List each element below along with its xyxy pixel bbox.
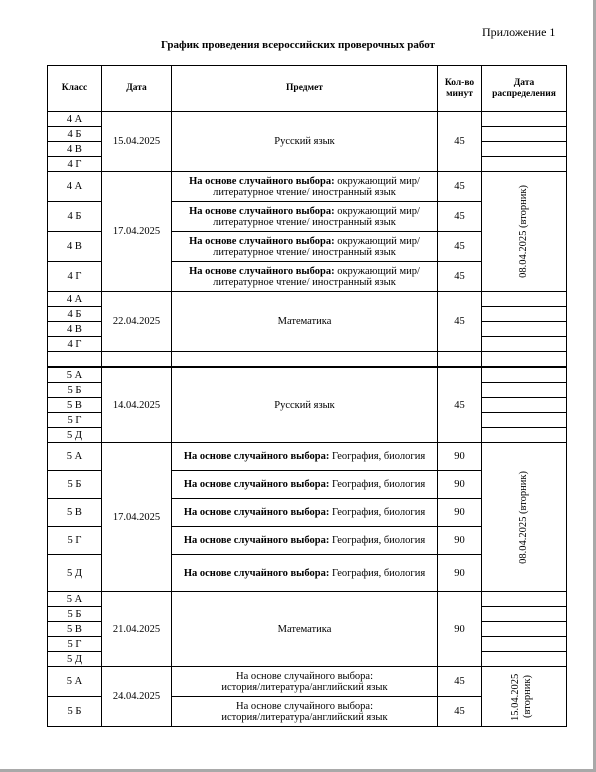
distribution-date-text: 08.04.2025 (вторник) [518,185,529,278]
table-row [48,368,567,383]
class-cell: 5 Г [48,637,102,652]
class-cell: 4 А [48,172,102,202]
subject-text: окружающий мир/литературное чтение/ иностранный язык [213,235,420,258]
class-cell: 4 В [48,142,102,157]
date-cell: 24.04.2025 [102,667,172,727]
subject-text: окружающий мир/литературное чтение/ иностранный язык [213,175,420,198]
class-cell: 4 Г [48,157,102,172]
header-minutes: Кол-во минут [438,66,482,112]
distribution-cell [482,398,567,413]
header-date: Дата [102,66,172,112]
class-cell: 5 Б [48,607,102,622]
distribution-cell [482,157,567,172]
table-row [48,112,567,127]
distribution-cell [482,112,567,127]
subject-text: География, биология [331,507,426,518]
class-cell: 5 Б [48,383,102,398]
distribution-cell [482,428,567,443]
minutes-cell: 45 [438,697,482,727]
minutes-cell: 45 [438,667,482,697]
schedule-table [47,65,567,727]
distribution-date-cell [482,443,567,592]
class-cell: 4 Б [48,127,102,142]
table-row [48,292,567,307]
minutes-cell: 45 [438,202,482,232]
document-title: График проведения всероссийских проверочных работ [161,39,435,51]
distribution-cell [482,142,567,157]
header-class: Класс [48,66,102,112]
subject-text: окружающий мир/литературное чтение/ иностранный язык [213,265,420,288]
date-cell: 15.04.2025 [102,112,172,172]
subject-cell [172,202,438,232]
date-cell: 14.04.2025 [102,368,172,443]
class-cell: 5 Г [48,527,102,555]
class-cell: 4 Б [48,202,102,232]
subject-cell [172,172,438,202]
date-cell: 17.04.2025 [102,172,172,292]
table-row [48,443,567,471]
class-cell: 5 Д [48,555,102,592]
class-cell: 4 А [48,112,102,127]
subject-cell [172,232,438,262]
subject-text: География, биология [331,451,426,462]
minutes-cell: 45 [438,262,482,292]
random-choice-prefix: На основе случайного выбора: [183,479,330,490]
random-choice-prefix: На основе случайного выбора: [189,205,335,217]
appendix-label: Приложение 1 [482,25,556,39]
distribution-cell [482,622,567,637]
subject-text: География, биология [331,479,426,490]
subject-cell: Русский язык [172,112,438,172]
distribution-cell [482,368,567,383]
distribution-cell [482,292,567,307]
subject-line: история/литература/английский язык [221,711,388,723]
distribution-cell [482,413,567,428]
class-cell: 5 Д [48,652,102,667]
subject-cell [172,499,438,527]
distribution-cell [482,383,567,398]
subject-text: География, биология [331,567,426,579]
header-subject: Предмет [172,66,438,112]
class-cell: 5 Г [48,413,102,428]
subject-cell [172,555,438,592]
subject-cell: Математика [172,292,438,352]
minutes-cell: 45 [438,232,482,262]
subject-cell [172,697,438,727]
class-cell: 4 Г [48,262,102,292]
date-cell: 17.04.2025 [102,443,172,592]
distribution-date-cell [482,667,567,727]
subject-cell [172,443,438,471]
class-cell: 5 В [48,499,102,527]
table-row [48,667,567,697]
subject-line: На основе случайного выбора: [235,670,374,682]
minutes-cell: 90 [438,592,482,667]
table-row [48,172,567,202]
class-cell: 4 Г [48,337,102,352]
distribution-date-text: 08.04.2025 (вторник) [518,470,529,564]
distribution-cell [482,322,567,337]
class-cell: 5 Б [48,697,102,727]
minutes-cell: 90 [438,555,482,592]
table-row [48,592,567,607]
minutes-cell: 45 [438,368,482,443]
subject-line: история/литература/английский язык [221,681,388,693]
distribution-date-cell [482,172,567,292]
distribution-cell [482,592,567,607]
minutes-cell: 90 [438,443,482,471]
distribution-cell [482,607,567,622]
distribution-cell [482,127,567,142]
minutes-cell: 90 [438,527,482,555]
class-cell: 5 Б [48,471,102,499]
minutes-cell: 45 [438,172,482,202]
random-choice-prefix: На основе случайного выбора: [189,235,335,247]
subject-text: окружающий мир/литературное чтение/ иностранный язык [213,205,420,228]
class-cell: 5 Д [48,428,102,443]
random-choice-prefix: На основе случайного выбора: [189,265,335,277]
random-choice-prefix: На основе случайного выбора: [189,175,335,187]
subject-cell [172,527,438,555]
header-row [48,66,567,112]
random-choice-prefix: На основе случайного выбора: [183,507,330,518]
subject-cell: Математика [172,592,438,667]
random-choice-prefix: На основе случайного выбора: [183,535,330,546]
subject-cell [172,262,438,292]
class-cell: 5 А [48,368,102,383]
empty-row [48,352,567,367]
class-cell: 4 А [48,292,102,307]
random-choice-prefix: На основе случайного выбора: [183,567,330,579]
distribution-cell [482,637,567,652]
header-distribution-date: Дата распределения [482,66,567,112]
minutes-cell: 45 [438,292,482,352]
distribution-cell [482,652,567,667]
random-choice-prefix: На основе случайного выбора: [183,451,330,462]
subject-cell [172,471,438,499]
minutes-cell: 90 [438,471,482,499]
class-cell: 4 В [48,322,102,337]
minutes-cell: 90 [438,499,482,527]
subject-cell: Русский язык [172,368,438,443]
date-cell: 22.04.2025 [102,292,172,352]
distribution-cell [482,337,567,352]
distribution-cell [482,307,567,322]
class-cell: 5 В [48,622,102,637]
minutes-cell: 45 [438,112,482,172]
class-cell: 5 А [48,592,102,607]
subject-cell [172,667,438,697]
class-cell: 4 В [48,232,102,262]
date-cell: 21.04.2025 [102,592,172,667]
class-cell: 5 А [48,667,102,697]
subject-line: На основе случайного выбора: [235,700,374,712]
class-cell: 5 В [48,398,102,413]
distribution-date-text: 15.04.2025 (вторник) [510,672,533,721]
class-cell: 4 Б [48,307,102,322]
class-cell: 5 А [48,443,102,471]
subject-text: География, биология [331,535,426,546]
